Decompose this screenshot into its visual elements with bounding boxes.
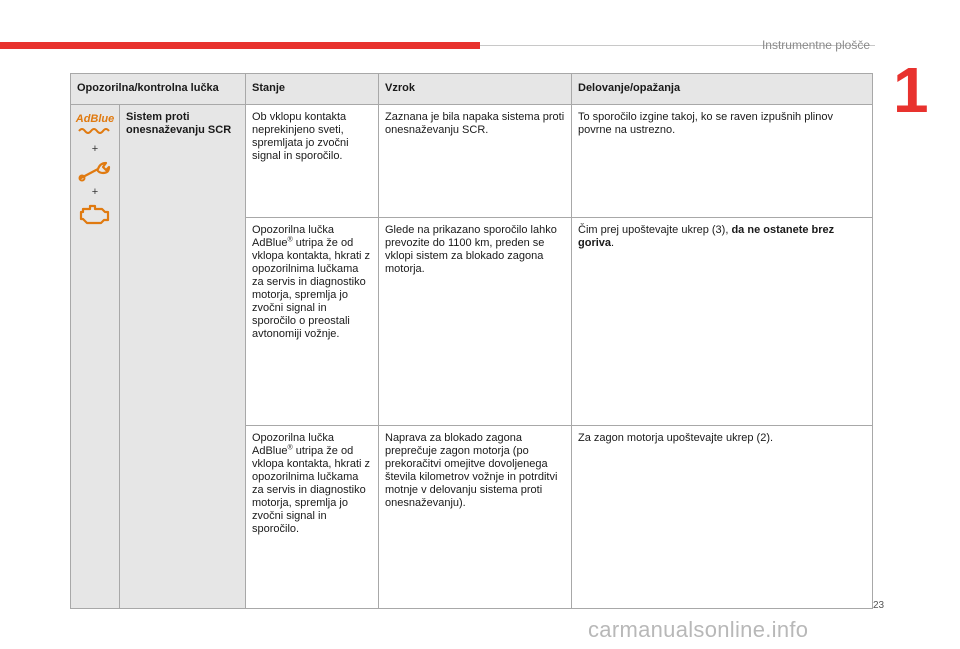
state-cell: Ob vklopu kontakta neprekinjeno sveti, spremljata jo zvočni signal in sporočilo.	[246, 105, 379, 218]
state-cell: Opozorilna lučka AdBlue® utripa že od vklopa kontakta, hkrati z opozorilnima lučkama za servis in diagnostiko motorja, spremlja jo zvočni signal in sporočilo o preostali avtonomiji vožnje.	[246, 218, 379, 426]
chapter-number: 1	[893, 54, 929, 126]
cause-cell: Naprava za blokado zagona preprečuje zagon motorja (po prekoračitvi omejitve dovoljenega števila kilometrov vožnje in potrditvi motnje v delovanju sistema proti onesnaževanju).	[379, 426, 572, 609]
cause-cell: Glede na prikazano sporočilo lahko prevozite do 1100 km, preden se vklopi sistem za blokado zagona motorja.	[379, 218, 572, 426]
header-accent-bar	[0, 42, 480, 49]
column-header-action: Delovanje/opažanja	[572, 74, 873, 105]
engine-icon	[78, 203, 112, 225]
plus-sign: +	[91, 186, 99, 198]
column-header-cause: Vzrok	[379, 74, 572, 105]
warning-lamps-table	[70, 73, 873, 609]
section-title: Instrumentne plošče	[761, 38, 870, 52]
column-header-state: Stanje	[246, 74, 379, 105]
table-header-row	[71, 74, 873, 105]
wrench-icon	[78, 160, 112, 182]
action-cell: Čim prej upoštevajte ukrep (3), da ne ostanete brez goriva.	[572, 218, 873, 426]
adblue-icon: AdBlue	[76, 113, 115, 139]
warning-icons-cell	[71, 105, 120, 609]
warning-name: Sistem proti onesnaževanju SCR	[120, 105, 246, 609]
column-header-lamp: Opozorilna/kontrolna lučka	[71, 74, 246, 105]
state-cell: Opozorilna lučka AdBlue® utripa že od vklopa kontakta, hkrati z opozorilnima lučkama za servis in diagnostiko motorja, spremlja jo zvočni signal in sporočilo.	[246, 426, 379, 609]
watermark: carmanualsonline.info	[588, 617, 809, 642]
page-number: 23	[873, 600, 885, 611]
action-cell: To sporočilo izgine takoj, ko se raven izpušnih plinov povrne na ustrezno.	[572, 105, 873, 218]
plus-sign: +	[91, 143, 99, 155]
cause-cell: Zaznana je bila napaka sistema proti onesnaževanju SCR.	[379, 105, 572, 218]
table-row	[71, 105, 873, 218]
action-cell: Za zagon motorja upoštevajte ukrep (2).	[572, 426, 873, 609]
